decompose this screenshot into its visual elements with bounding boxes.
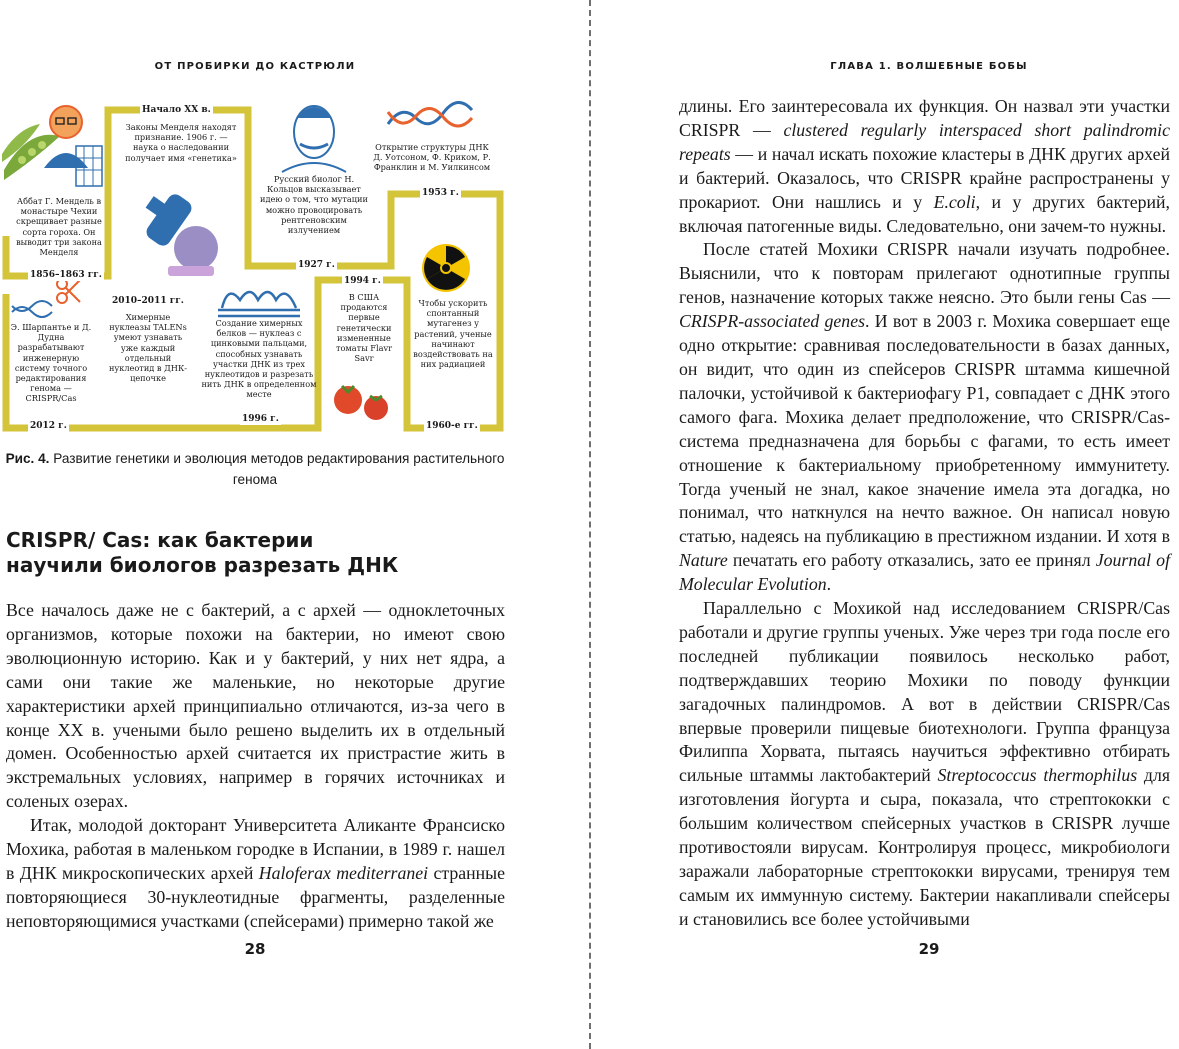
zinc-finger-protein-icon [218, 292, 300, 316]
page-number-right: 29 [918, 940, 940, 958]
paragraph [679, 597, 1170, 932]
journal-name: Journal of Molecular Evolution [679, 550, 1171, 595]
dna-strand-icon [12, 301, 52, 317]
right-page [591, 0, 1179, 1049]
italic-term: clustered regularly interspaced short palindromic repeats [679, 119, 1170, 164]
running-head-left: ОТ ПРОБИРКИ ДО КАСТРЮЛИ [154, 61, 356, 72]
text-run: Итак, молодой докторант Университета Аликанте Франсиско Мохика, работая в маленьком городке в Испании, в 1989 г. нашел в ДНК микроскопических архей [6, 815, 505, 883]
radiation-sign-icon [422, 244, 470, 292]
genetics-timeline-figure [0, 88, 510, 438]
journal-name: Nature [679, 550, 728, 571]
timeline-event-text: Русский биолог Н. Кольцов высказывает идею о том, что мутации можно провоцировать рентгеновским излучением [260, 174, 368, 236]
figure-caption [0, 448, 510, 490]
body-text-left [6, 599, 505, 934]
species-name: E.coli [933, 191, 976, 212]
text-run: длины. Его заинтересовала их функция. Он назвал эти участки CRISPR — [679, 96, 1170, 140]
koltsov-portrait-icon [282, 106, 346, 172]
text-run: печатать его работу отказались, зато ее принял [727, 550, 1096, 571]
timeline-event-text: Аббат Г. Мендель в монастыре Чехии скрещивает разные сорта гороха. Он выводит три закона Менделя [16, 196, 102, 258]
timeline-event-year: 1856–1863 гг. [30, 270, 102, 280]
italic-term: CRISPR-associated genes [679, 311, 866, 332]
paragraph [6, 814, 505, 934]
body-text-right [679, 95, 1170, 932]
timeline-event-year: 1953 г. [422, 188, 459, 198]
timeline-event-year: 1927 г. [298, 260, 335, 270]
timeline-event-text: Открытие структуры ДНК Д. Уотсоном, Ф. Криком, Р. Франклин и М. Уилкинсом [373, 142, 491, 173]
paragraph [679, 238, 1170, 597]
text-run: , и у других бактерий, включая патогенные виды. Следовательно, они зачем-то нужны. [679, 191, 1170, 236]
page-number-left: 28 [244, 940, 266, 958]
dna-helix-icon [388, 102, 472, 126]
running-head-right: ГЛАВА 1. ВОЛШЕБНЫЕ БОБЫ [830, 61, 1028, 72]
figure-caption-text: Развитие генетики и эволюция методов редактирования растительного генома [49, 451, 505, 487]
species-name: Streptococcus thermophilus [937, 765, 1138, 786]
timeline-event-year: 1994 г. [344, 276, 381, 286]
paragraph: Все началось даже не с бактерий, а с архей — одноклеточных организмов, которые похожи на бактерии, но имеют свою эволюционную историю. Как и у бактерий, у них нет ядра, а сами они такие же маленькие, но некоторые другие характеристики архей принципиально отличаются, из-за чего в конце XX в. учеными было решено выделить их в отдельный домен. Особенностью архей считается их пристрастие жить в экстремальных условиях, например в горячих источниках и соленых озерах. [6, 600, 505, 812]
timeline-event-year: Начало XX в. [142, 105, 211, 115]
timeline-event-text: Законы Менделя находят признание. 1906 г. — наука о наследовании получает имя «генетика» [125, 122, 237, 163]
timeline-event-year: 1996 г. [242, 414, 279, 424]
text-run: . [826, 574, 832, 595]
timeline-event-text: Э. Шарпантье и Д. Дудна разрабатывают инженерную систему точного редактирования генома — CRISPR/Cas [10, 322, 92, 404]
text-run: . И вот в 2003 г. Мохика совершает еще одно открытие: сравнивая последовательности в базах данных, он видит, что один из спейсеров CRISPR штамма кишечной палочки, устойчивой к бактериофагу P1, совпадает с ДНК этого самого фага. Мохика делает предположение, что CRISPR/Cas-система предназначена для борьбы с фагами, то есть имеет отношение к бактериальному приобретенному иммунитету. Тогда ученый не знал, какое значение имела эта догадка, но понимал, что наткнулся на нечто важное. Он написал новую статью, надеясь на публикацию в престижном издании. И хотя в [679, 311, 1170, 547]
timeline-event-text: Химерные нуклеазы TALENs умеют узнавать уже каждый отдельный нуклеотид в ДНК-цепочке [108, 312, 188, 384]
timeline-event-text: В США продаются первые генетически измененные томаты Flavr Savr [335, 292, 393, 364]
pea-pod-icon [2, 124, 60, 180]
text-run: странные повторяющиеся 30-нуклеотидные фрагменты, разделенные неповторяющимися участками (спейсерами) примерно такой же [6, 862, 505, 931]
text-run: — и начал искать похожие кластеры в ДНК других архей и бактерий. Оказалось, что CRISPR крайне распространены у прокариот. Они нашлись и у [679, 143, 1170, 212]
timeline-event-year: 1960-е гг. [426, 421, 478, 431]
scissors-icon [57, 279, 80, 303]
figure-caption-label: Рис. 4. [5, 451, 50, 466]
timeline-event-year: 2010–2011 гг. [112, 296, 184, 306]
section-heading-line: научили биологов разрезать ДНК [6, 553, 399, 577]
text-run: для изготовления йогурта и сыра, показала, что стрептококки с большим количеством спейсерных участков в CRISPR лучше противостояли вирусам. Контролируя процесс, микробиологи заражали лабораторные стрептококки вирусами, тренируя тем самым их иммунную систему. Бактерии накапливали спейсеры и становились все более устойчивыми [679, 765, 1171, 929]
section-heading [6, 528, 486, 578]
timeline-event-text: Создание химерных белков — нуклеаз с цинковыми пальцами, способных узнавать участки ДНК из трех нуклеотидов и разрезать нить ДНК в определенном месте [201, 318, 317, 400]
microscope-icon [143, 191, 218, 276]
text-run: Параллельно с Мохикой над исследованием CRISPR/Cas работали и другие группы ученых. Уже через три года после его последней публикации появилось несколько работ, подтверждавших теорию Мохики по поводу функции загадочных палиндромов. А вот в действии CRISPR/Cas впервые проверили пищевые биотехнологи. Группа француза Филиппа Хорвата, пытаясь научиться эффективно отбирать сильные штаммы лактобактерий [679, 598, 1170, 786]
tomato-icon [334, 386, 388, 420]
text-run: После статей Мохики CRISPR начали изучать подробнее. Выяснили, что к повторам прилегают однотипные группы генов, назначение которых также неясно. Это были гены Cas — [679, 239, 1170, 308]
section-heading-line: CRISPR/ Cas: как бактерии [6, 528, 314, 552]
species-name: Haloferax mediterranei [258, 862, 429, 883]
timeline-event-year: 2012 г. [30, 421, 67, 431]
paragraph [679, 95, 1170, 238]
timeline-event-text: Чтобы ускорить спонтанный мутагенез у растений, ученые начинают воздействовать на них радиацией [413, 298, 493, 370]
